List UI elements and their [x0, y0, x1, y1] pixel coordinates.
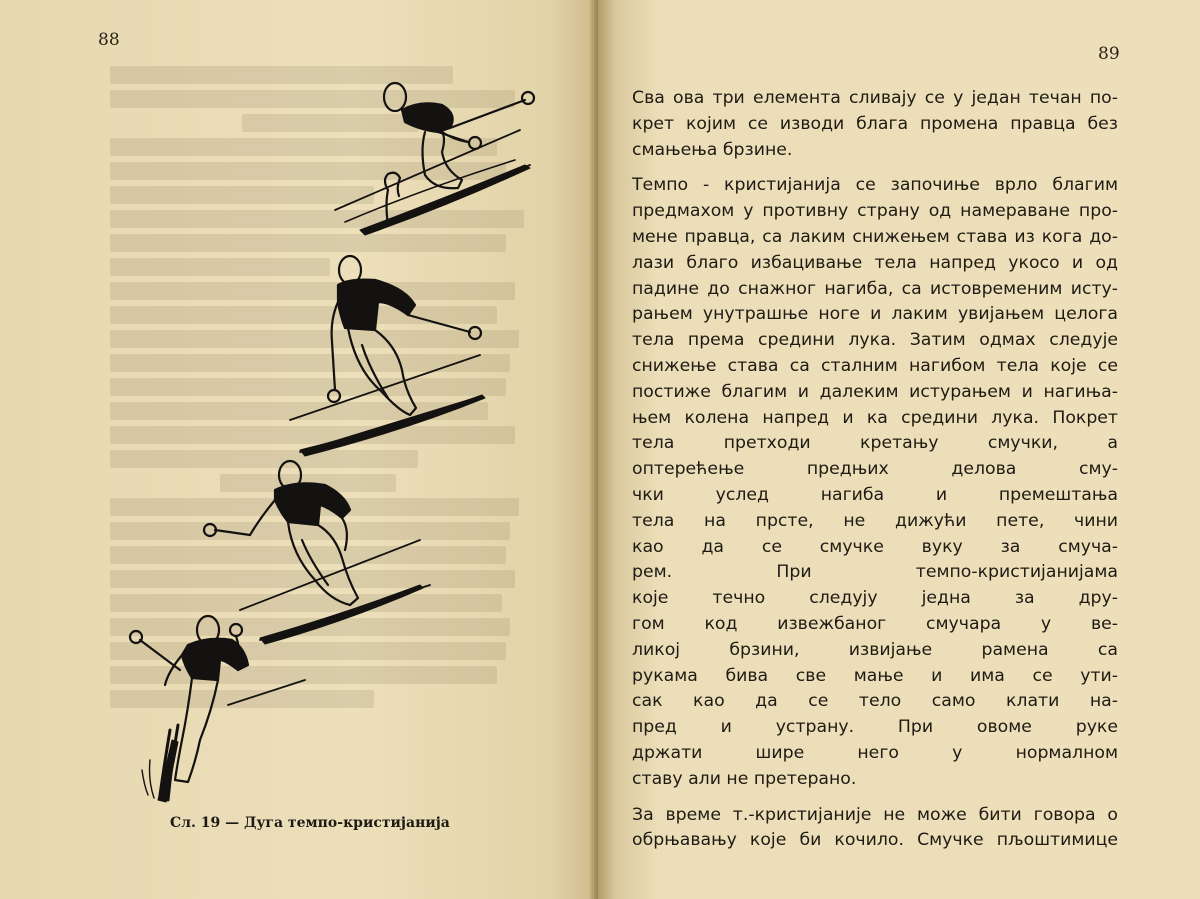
- text-line: рукама бива све мање и има се ути-: [632, 665, 1118, 686]
- text-line: смањења брзине.: [632, 139, 793, 160]
- paragraph-1: [632, 86, 1118, 163]
- text-line: обрњавању које би кочило. Смучке пљоштимице: [632, 830, 1118, 851]
- text-line: које течно следују једна за дру-: [632, 588, 1118, 609]
- text-line: постиже благим и далеким истурањем и нагиња-: [632, 381, 1118, 402]
- paragraph-2: [632, 173, 1118, 792]
- text-line: лази благо избацивање тела напред укосо и од: [632, 252, 1118, 273]
- text-line: сак као да се тело само клати на-: [632, 691, 1118, 712]
- page-number: 88: [98, 30, 120, 50]
- text-line: Темпо - кристијанија се започиње врло благим: [632, 175, 1118, 196]
- text-line: падине до снажног нагиба, са истовременим исту-: [632, 278, 1118, 299]
- text-line: ставу али не претерано.: [632, 768, 857, 789]
- text-line: гом код извежбаног смучара у ве-: [632, 613, 1118, 634]
- text-line: чки услед нагиба и премештања: [632, 484, 1118, 505]
- skier-figure-3: [204, 461, 430, 644]
- skier-figure-2: [290, 256, 485, 456]
- figure-caption: Сл. 19 — Дуга темпо-кристијанија: [170, 815, 450, 831]
- paragraph-3: [632, 803, 1118, 855]
- text-line: снижење става са сталним нагибом тела које се: [632, 355, 1118, 376]
- text-line: рем. При темпо-кристијанијама: [632, 562, 1118, 583]
- text-line: као да се смучке вуку за смуча-: [632, 536, 1118, 557]
- text-line: предмахом у противну страну од намераване про-: [632, 201, 1118, 222]
- text-line: пред и устрану. При овоме руке: [632, 717, 1118, 738]
- text-line: тела на прсте, не дижући пете, чини: [632, 510, 1118, 531]
- text-line: ликој брзини, извијање рамена са: [632, 639, 1118, 660]
- text-line: држати шире него у нормалном: [632, 742, 1118, 763]
- text-line: рањем унутрашње ноге и лаким увијањем целога: [632, 304, 1118, 325]
- text-line: тела претходи кретању смучки, а: [632, 433, 1118, 454]
- text-line: крет којим се изводи блага промена правца без: [632, 113, 1118, 134]
- body-text: [632, 86, 1118, 864]
- text-line: За време т.-кристијаније не може бити говора о: [632, 804, 1118, 825]
- text-line: њем колена напред и ка средини лука. Покрет: [632, 407, 1118, 428]
- text-line: мене правца, са лаким снижењем става из кога до-: [632, 226, 1118, 247]
- skier-sequence-illustration: [120, 80, 560, 810]
- skier-figure-4: [130, 616, 305, 802]
- skier-figure-1: [335, 83, 534, 235]
- text-line: тела према средини лука. Затим одмах следује: [632, 330, 1118, 351]
- text-line: Сва ова три елемента сливају се у један течан по-: [632, 88, 1118, 108]
- text-line: оптерећење предњих делова сму-: [632, 459, 1118, 480]
- page-number: 89: [1098, 44, 1120, 64]
- left-page: [0, 0, 598, 899]
